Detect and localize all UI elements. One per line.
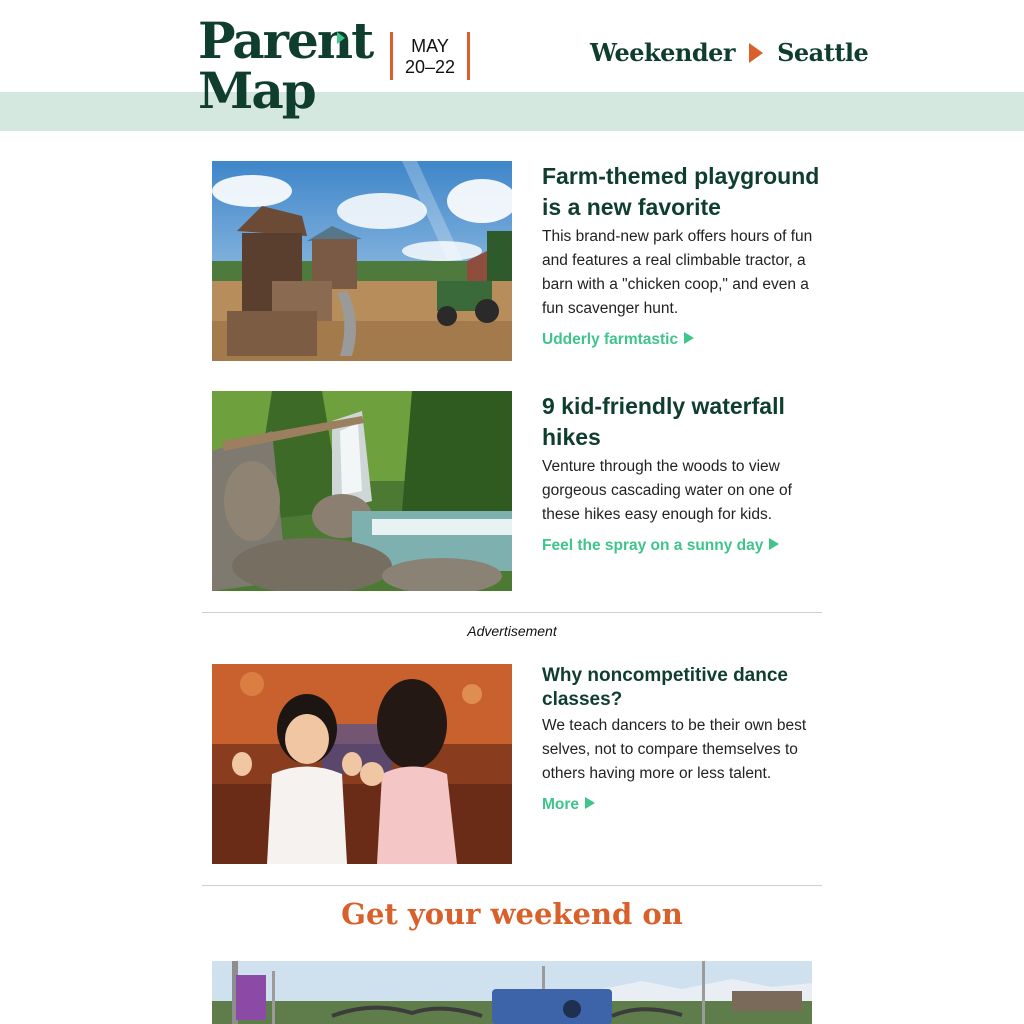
play-arrow-icon (749, 43, 763, 63)
issue-month: MAY (411, 36, 449, 56)
article-cta-link[interactable] (542, 331, 694, 349)
waterfall-photo[interactable] (212, 391, 512, 591)
article-title[interactable]: 9 kid-friendly waterfall hikes (542, 393, 785, 450)
ad-description: We teach dancers to be their own best selves, not to compare themselves to others having more or less talent. (542, 717, 807, 782)
edition-title (590, 38, 868, 67)
header-band (0, 92, 1024, 131)
cta-label: Udderly farmtastic (542, 331, 679, 348)
article-description: This brand-new park offers hours of fun and features a real climbable tractor, a barn with a "chicken coop," and even a fun scavenger hunt. (542, 228, 813, 317)
article-text (542, 161, 827, 349)
logo-line-2: Map (198, 61, 315, 120)
edition-city: Seattle (777, 38, 869, 67)
article-description: Venture through the woods to view gorgeous cascading water on one of these hikes easy enough for kids. (542, 458, 792, 523)
ad-text (542, 664, 827, 814)
article-cta-link[interactable] (542, 537, 779, 555)
article-title[interactable]: Farm-themed playground is a new favorite (542, 163, 820, 220)
play-arrow-icon (769, 538, 779, 550)
issue-date (390, 32, 470, 80)
advertisement-label: Advertisement (467, 623, 557, 639)
playground-photo[interactable] (212, 161, 512, 361)
play-arrow-icon (585, 797, 595, 809)
ad-more-link[interactable] (542, 796, 595, 814)
parentmap-logo[interactable] (198, 11, 373, 120)
dance-class-photo[interactable] (212, 664, 512, 864)
cta-label: More (542, 796, 580, 813)
edition-name: Weekender (590, 38, 736, 67)
logo-line-1: Parent (198, 11, 373, 70)
logo-play-icon (337, 32, 345, 44)
play-arrow-icon (684, 332, 694, 344)
divider (202, 885, 822, 886)
ad-title[interactable]: Why noncompetitive dance classes? (542, 665, 788, 710)
section-heading: Get your weekend on (341, 897, 683, 931)
article-text (542, 391, 827, 555)
weekend-feature-photo[interactable] (212, 961, 812, 1024)
divider (202, 612, 822, 613)
issue-days: 20–22 (404, 57, 456, 77)
cta-label: Feel the spray on a sunny day (542, 537, 764, 554)
